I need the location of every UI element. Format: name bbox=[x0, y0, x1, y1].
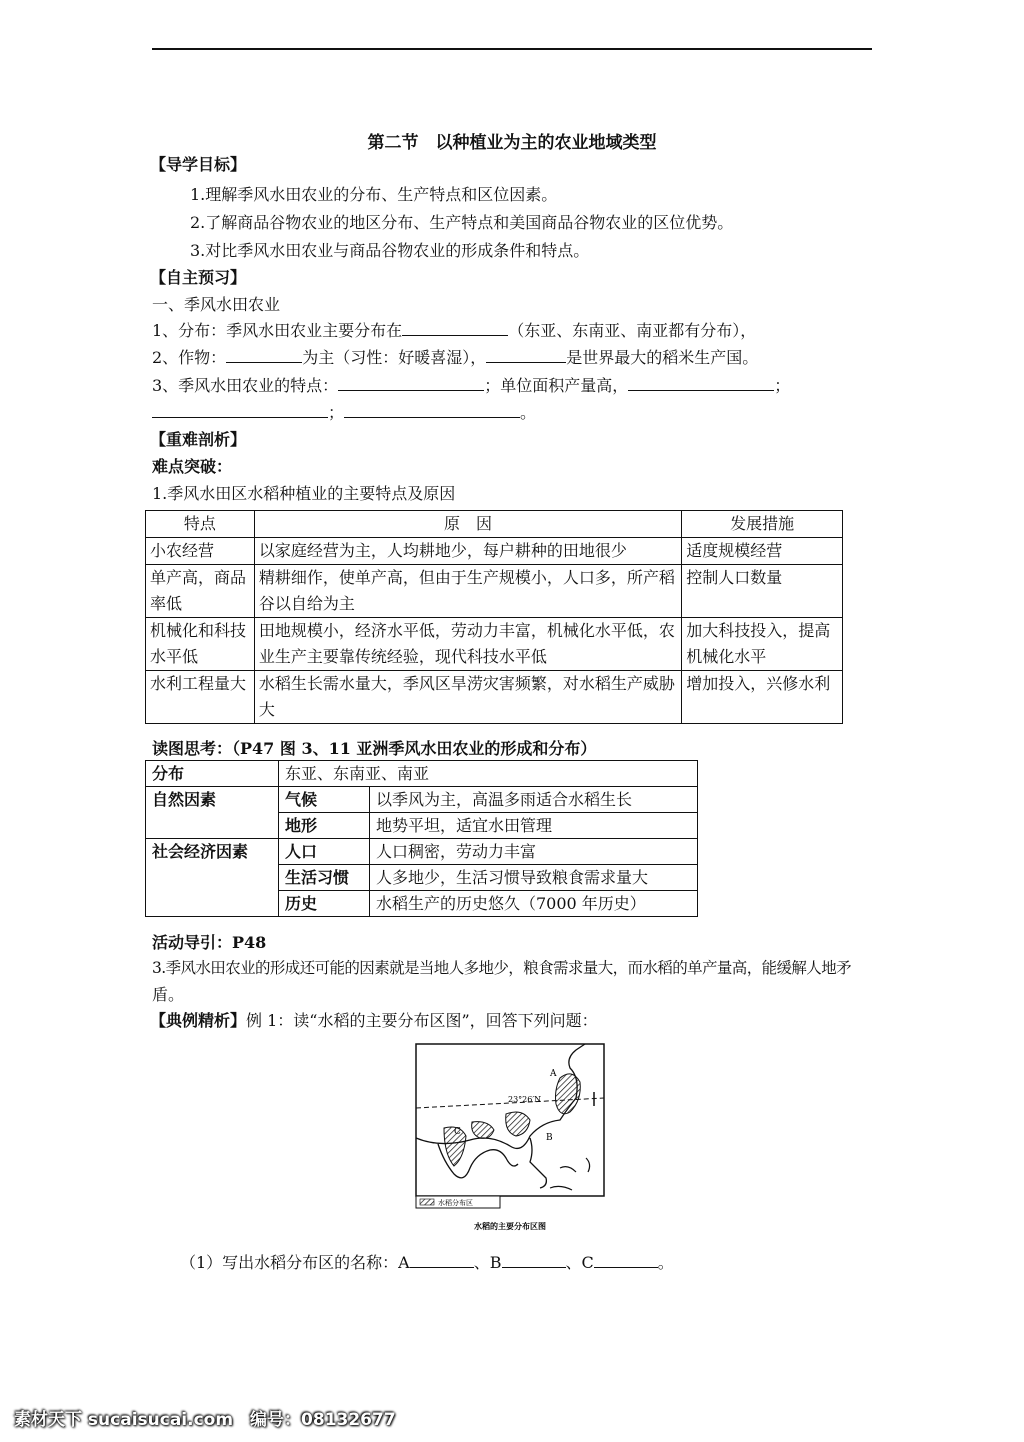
example-heading: 【典例精析】 bbox=[150, 1011, 247, 1030]
cell-measure: 适度规模经营 bbox=[682, 538, 843, 565]
answer-a-blank[interactable] bbox=[410, 1253, 474, 1268]
factor-key: 生活习惯 bbox=[279, 865, 370, 891]
objective-2: 2.了解商品谷物农业的地区分布、生产特点和美国商品谷物农业的区位优势。 bbox=[190, 213, 734, 232]
label-b: B bbox=[546, 1133, 553, 1143]
header-feature: 特点 bbox=[146, 511, 255, 538]
cell-reason: 田地规模小，经济水平低，劳动力丰富，机械化水平低，农业生产主要靠传统经验，现代科技水平低 bbox=[254, 618, 681, 671]
table-row bbox=[146, 839, 698, 865]
q1-blank[interactable] bbox=[402, 321, 508, 336]
table-row bbox=[146, 565, 843, 618]
label-c: C bbox=[454, 1127, 461, 1137]
q3-blank-4[interactable] bbox=[344, 403, 520, 418]
answer-c-blank[interactable] bbox=[594, 1253, 658, 1268]
q3-semi-2: ； bbox=[328, 403, 345, 422]
watermark: 素材天下 sucaisucai.com 编号：08132677 bbox=[14, 1410, 396, 1430]
q3-blank-2[interactable] bbox=[628, 376, 774, 391]
q-part-b: 、B bbox=[473, 1253, 502, 1272]
q2-text-c: 是世界最大的稻米生产国。 bbox=[566, 348, 759, 367]
example-line bbox=[150, 1008, 598, 1031]
heading-analysis: 【重难剖析】 bbox=[150, 430, 247, 449]
value-distribution: 东亚、东南亚、南亚 bbox=[279, 761, 698, 787]
example-text: 例 1：读“水稻的主要分布区图”，回答下列问题： bbox=[246, 1011, 598, 1030]
q2-blank-2[interactable] bbox=[486, 348, 566, 363]
q2-blank-1[interactable] bbox=[226, 348, 302, 363]
top-rule bbox=[152, 48, 872, 50]
page-title: 第二节 以种植业为主的农业地域类型 bbox=[367, 133, 657, 153]
analysis-subtitle: 难点突破： bbox=[152, 457, 233, 476]
factor-value: 人多地少，生活习惯导致粮食需求量大 bbox=[370, 865, 698, 891]
table-row bbox=[146, 761, 698, 787]
factor-value: 地势平坦，适宜水田管理 bbox=[370, 813, 698, 839]
header-measure: 发展措施 bbox=[682, 511, 843, 538]
cell-feature: 机械化和科技水平低 bbox=[146, 618, 255, 671]
q-end: 。 bbox=[657, 1253, 674, 1272]
q1-text-b: （东亚、东南亚、南亚都有分布）， bbox=[508, 321, 757, 340]
question-1 bbox=[180, 1250, 674, 1273]
q2-text-b: 为主（习性：好暖喜湿）， bbox=[302, 348, 487, 367]
q2-text-a: 2、作物： bbox=[152, 348, 227, 367]
factor-key: 人口 bbox=[279, 839, 370, 865]
para3-line2: 盾。 bbox=[152, 985, 185, 1004]
heading-objectives: 【导学目标】 bbox=[150, 155, 247, 174]
header-reason: 原 因 bbox=[254, 511, 681, 538]
cell-feature: 水利工程量大 bbox=[146, 671, 255, 724]
q1-text-a: 1、分布：季风水田农业主要分布在 bbox=[152, 321, 403, 340]
q3-blank-3[interactable] bbox=[152, 403, 328, 418]
objective-3: 3.对比季风水田农业与商品谷物农业的形成条件和特点。 bbox=[190, 241, 590, 260]
factor-key: 历史 bbox=[279, 891, 370, 917]
features-table bbox=[145, 510, 843, 724]
readmap-heading: 读图思考：（P47 图 3、11 亚洲季风水田农业的形成和分布） bbox=[152, 739, 597, 758]
question-crop bbox=[152, 345, 758, 368]
cell-measure: 增加投入，兴修水利 bbox=[682, 671, 843, 724]
factor-value: 水稻生产的历史悠久（7000 年历史） bbox=[370, 891, 698, 917]
question-features bbox=[152, 373, 790, 396]
q3-blank-1[interactable] bbox=[338, 376, 484, 391]
factor-value: 人口稠密，劳动力丰富 bbox=[370, 839, 698, 865]
table-row bbox=[146, 538, 843, 565]
legend-text: 水稻分布区 bbox=[438, 1199, 473, 1207]
analysis-item-1: 1.季风水田区水稻种植业的主要特点及原因 bbox=[152, 484, 456, 503]
para3-line1: 3.季风水田农业的形成还可能的因素就是当地人多地少，粮食需求量大，而水稻的单产量高，能缓解人地矛 bbox=[152, 959, 851, 977]
q3-text-a: 3、季风水田农业的特点： bbox=[152, 376, 339, 395]
activity-heading: 活动导引：P48 bbox=[152, 933, 267, 952]
cell-measure: 控制人口数量 bbox=[682, 565, 843, 618]
factor-key: 地形 bbox=[279, 813, 370, 839]
question-distribution bbox=[152, 318, 756, 341]
table-row bbox=[146, 671, 843, 724]
tropic-label: 23°26′N bbox=[508, 1095, 542, 1104]
question-features-cont bbox=[152, 400, 536, 423]
q3-semi-1: ； bbox=[774, 376, 791, 395]
q3-end: 。 bbox=[520, 403, 537, 422]
cell-reason: 水稻生长需水量大，季风区旱涝灾害频繁，对水稻生产威胁大 bbox=[254, 671, 681, 724]
label-natural: 自然因素 bbox=[146, 787, 279, 839]
cell-measure: 加大科技投入，提高机械化水平 bbox=[682, 618, 843, 671]
objective-1: 1.理解季风水田农业的分布、生产特点和区位因素。 bbox=[190, 185, 558, 204]
heading-preview: 【自主预习】 bbox=[150, 268, 247, 287]
table-row bbox=[146, 618, 843, 671]
rice-map bbox=[410, 1038, 610, 1243]
q-part-c: 、C bbox=[565, 1253, 594, 1272]
cell-feature: 小农经营 bbox=[146, 538, 255, 565]
label-distribution: 分布 bbox=[146, 761, 279, 787]
cell-reason: 精耕细作，使单产高，但由于生产规模小，人口多，所产稻谷以自给为主 bbox=[254, 565, 681, 618]
table-header-row bbox=[146, 511, 843, 538]
legend-swatch bbox=[420, 1199, 434, 1205]
cell-feature: 单产高，商品率低 bbox=[146, 565, 255, 618]
factor-value: 以季风为主，高温多雨适合水稻生长 bbox=[370, 787, 698, 813]
map-caption: 水稻的主要分布区图 bbox=[474, 1222, 546, 1231]
table-row bbox=[146, 787, 698, 813]
factor-key: 气候 bbox=[279, 787, 370, 813]
q3-text-b: ；单位面积产量高， bbox=[484, 376, 629, 395]
preview-subtitle: 一、季风水田农业 bbox=[152, 295, 281, 314]
q-part-a: （1）写出水稻分布区的名称：A bbox=[180, 1253, 410, 1272]
cell-reason: 以家庭经营为主，人均耕地少，每户耕种的田地很少 bbox=[254, 538, 681, 565]
factors-table bbox=[145, 760, 698, 917]
answer-b-blank[interactable] bbox=[502, 1253, 566, 1268]
label-social: 社会经济因素 bbox=[146, 839, 279, 917]
label-a: A bbox=[550, 1069, 557, 1079]
